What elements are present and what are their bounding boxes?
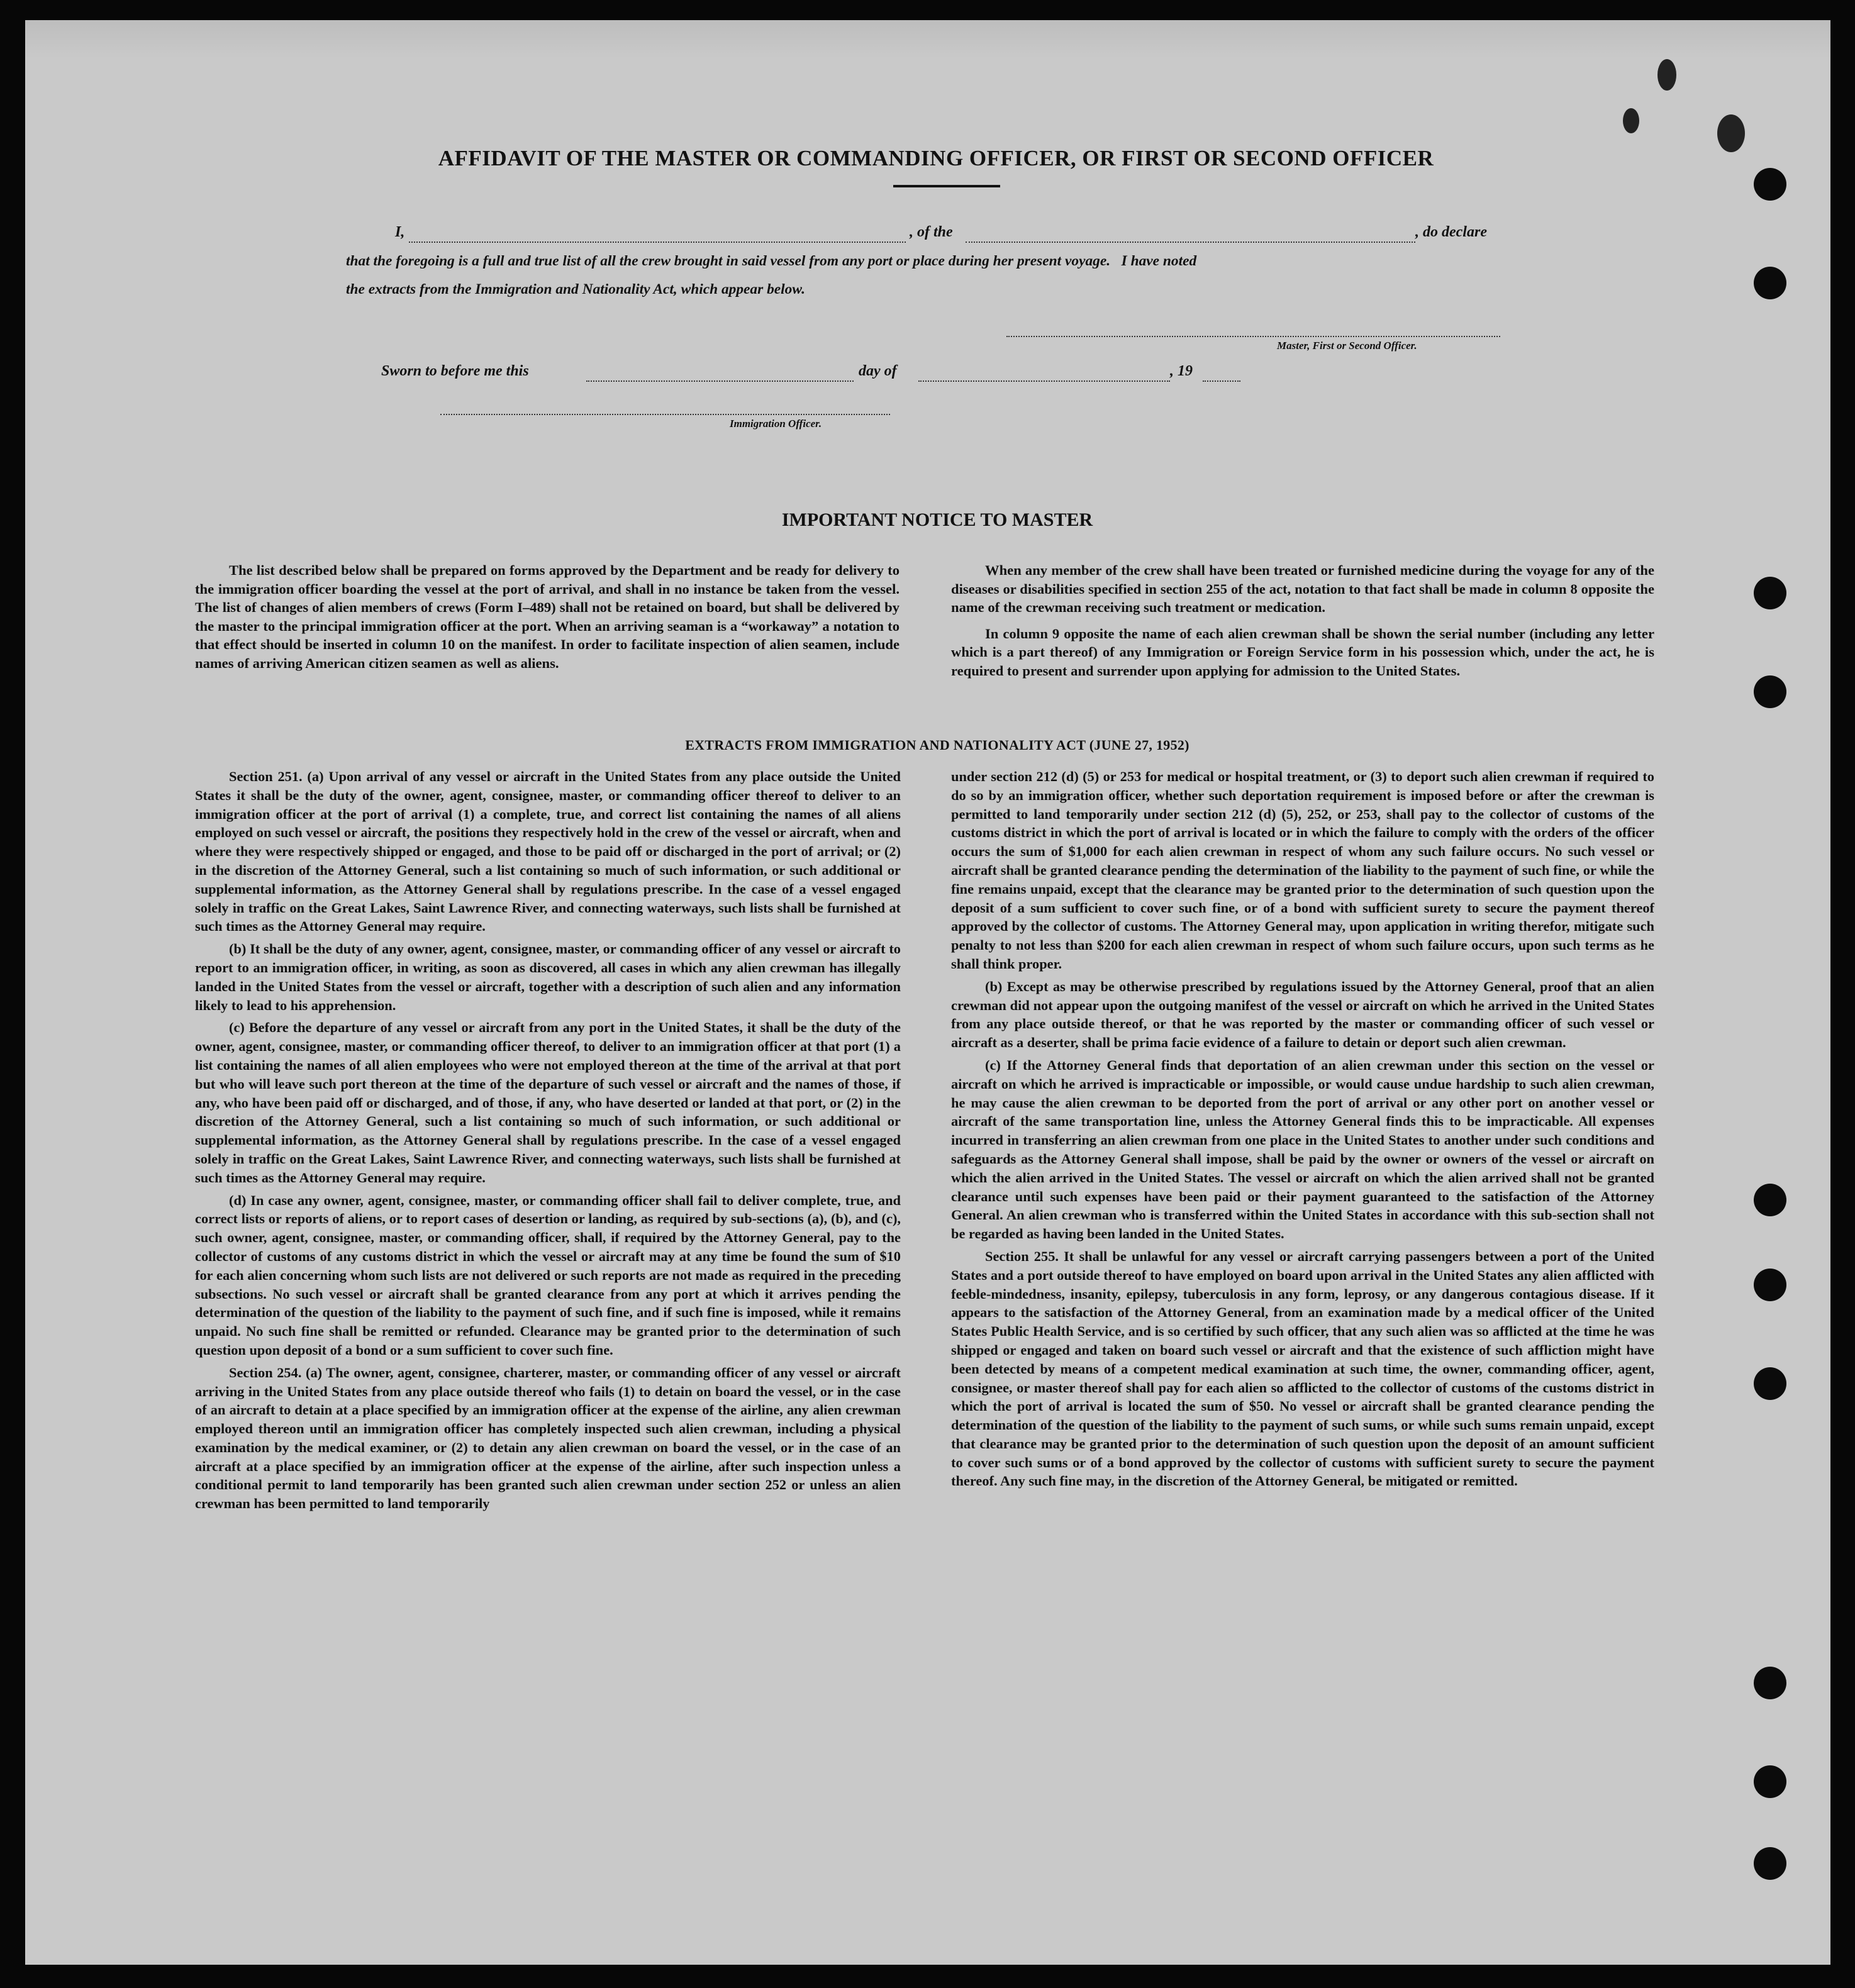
binder-hole: [1754, 1367, 1786, 1400]
officer-signature-line[interactable]: [440, 413, 890, 415]
extract-paragraph: Section 254. (a) The owner, agent, consignee, charterer, master, or commanding officer of any vessel or aircraft arriving in the United States from any place outside thereof who fails (1) to detain on board the vessel, or in the case of an aircraft to detain at a place specified by an immigration officer at the expense of the airline, any alien crewman employed thereon until an immigration officer has completely inspected such alien crewman, including a physical examination by the medical examiner, or (2) to detain any alien crewman on board the vessel, or in the case of an aircraft at a place specified by an immigration officer at the expense of the airline, after such inspection unless a conditional permit to land temporarily has been granted such alien crewman under section 252 or unless an alien crewman has been permitted to land temporarily: [195, 1364, 901, 1512]
extract-paragraph: (c) If the Attorney General finds that deportation of an alien crewman under this section on the vessel or aircraft on which he arrived is impracticable or impossible, or would cause undue hardship to such alien crewman, he may cause the alien crewman to be deported from the port of arrival or any other port on another vessel or aircraft of the same transportation line, unless the Attorney General finds this to be impracticable. All expenses incurred in transferring an alien crewman from one place in the United States to another under such conditions and safeguards as the Attorney General shall impose, shall be paid by the owner or owners of the vessel or aircraft on which the alien arrived in the United States. The vessel or aircraft on which the alien arrived shall not be granted clearance until such expenses have been paid or their payment guaranteed to the satisfaction of the Attorney General. An alien crewman who is transferred within the United States in accordance with this sub-section shall not be regarded as having been landed in the United States.: [951, 1057, 1654, 1242]
declarant-label: I,: [395, 224, 405, 240]
notice-paragraph: When any member of the crew shall have been treated or furnished medicine during the voyage for any of the diseases or disabilities specified in section 255 of the act, notation to that fact shall be made in column 8 opposite the name of the crewman receiving such treatment or medication.: [951, 562, 1654, 616]
extract-paragraph: (d) In case any owner, agent, consignee, master, or commanding officer shall fail to deliver complete, true, and correct lists or reports of aliens, or to report cases of desertion or landing, as required by sub-sections (a), (b), and (c), such owner, agent, consignee, master, or commanding officer, shall, if required by the Attorney General, pay to the collector of customs of any customs district in which the vessel or aircraft may at any time be found the sum of $10 for each alien concerning whom such lists are not delivered or such reports are not made as required in the preceding subsections. No such vessel or aircraft shall be granted clearance from any port at which it arrives pending the determination of the question of the liability to the payment of such fine, and if such fine is imposed, while it remains unpaid. No such fine shall be remitted or refunded. Clearance may be granted prior to the determination of such question upon deposit of a bond or a sum sufficient to cover such fine.: [195, 1192, 901, 1358]
binder-hole: [1754, 1765, 1786, 1798]
binder-hole: [1754, 1847, 1786, 1880]
extracts-left-column: [195, 767, 901, 1513]
binder-hole: [1754, 577, 1786, 609]
vessel-name-field[interactable]: [966, 240, 1415, 243]
sworn-label: Sworn to before me this: [381, 363, 529, 379]
sworn-year-field[interactable]: [1203, 379, 1240, 382]
affidavit-title: AFFIDAVIT OF THE MASTER OR COMMANDING OFFICER, OR FIRST OR SECOND OFFICER: [438, 146, 1434, 170]
officer-signature-label: Immigration Officer.: [730, 418, 822, 430]
extract-paragraph: under section 212 (d) (5) or 253 for medical or hospital treatment, or (3) to deport such alien crewman if required to do so by an immigration officer, whether such deportation requirement is imposed before or after the crewman is permitted to land temporarily under section 212 (d) (5), 252, or 253, shall pay to the collector of customs of the customs district in which the port of arrival is located or in which the failure to comply with the orders of the officer occurs the sum of $1,000 for each alien crewman in respect of whom any such failure occurs. No such vessel or aircraft shall be granted clearance pending the determination of the liability to the payment of such fine, or while the fine remains unpaid, except that the clearance may be granted prior to the determination of such question upon the deposit of a sum sufficient to cover such fine, or of a bond with sufficient surety to secure the payment thereof approved by the collector of customs. The Attorney General may, upon application in writing therefor, mitigate such penalty to not less than $200 for each alien crewman in respect of whom such failure occurs, upon such terms as he shall think proper.: [951, 769, 1654, 972]
notice-paragraph: In column 9 opposite the name of each alien crewman shall be shown the serial number (including any letter which is a part thereof) of any Immigration or Foreign Service form in his possession which, under the act, he is required to present and surrender upon applying for admission to the United States.: [951, 625, 1654, 679]
vessel-of-label: , of the: [910, 224, 953, 240]
extract-paragraph: (c) Before the departure of any vessel or aircraft from any port in the United States, it shall be the duty of the owner, agent, consignee, master, or commanding officer thereof, to deliver to an immigration officer at that port (1) a list containing the names of all alien employees who were not employed thereon at the time of the arrival at that port but who will leave such port thereon at the time of the departure of such vessel or aircraft and the names of those, if any, who have been paid off or discharged, and of those, if any, who have deserted or landed at that port, or (2) in the discretion of the Attorney General, such a list containing so much of such information, or such additional or supplemental information, as the Attorney General shall by regulations prescribe. In the case of a vessel engaged solely in traffic on the Great Lakes, Saint Lawrence River, and connecting waterways, such lists shall be furnished at such times as the Attorney General may require.: [195, 1019, 901, 1186]
ink-blot: [1717, 114, 1745, 152]
document-page: [25, 20, 1830, 1965]
extracts-title: EXTRACTS FROM IMMIGRATION AND NATIONALITY ACT (JUNE 27, 1952): [685, 737, 1189, 753]
binder-hole: [1754, 675, 1786, 708]
notice-paragraph: The list described below shall be prepared on forms approved by the Department and be ready for delivery to the immigration officer boarding the vessel at the port of arrival, and shall in no instance be taken from the vessel. The list of changes of alien members of crews (Form I–489) shall not be retained on board, but shall be delivered by the master to the principal immigration officer at the port. When an arriving seaman is a “workaway” a notation to that effect should be inserted in column 10 on the manifest. In order to facilitate inspection of alien seamen, include names of arriving American citizen seamen as well as aliens.: [195, 562, 900, 671]
extract-paragraph: Section 251. (a) Upon arrival of any vessel or aircraft in the United States from any place outside the United States it shall be the duty of the owner, agent, consignee, master, or commanding officer thereof to deliver to an immigration officer at the port of arrival (1) a complete, true, and correct list containing the names of all aliens employed on such vessel or aircraft, the positions they respectively hold in the crew of the vessel or aircraft, when and where they were respectively shipped or engaged, and those to be paid off or discharged in the port of arrival; or (2) in the discretion of the Attorney General, such a list containing so much of such information, or such additional or supplemental information, as the Attorney General shall by regulations prescribe. In the case of a vessel engaged solely in traffic on the Great Lakes, Saint Lawrence River, and connecting waterways, such lists shall be furnished at such times as the Attorney General may require.: [195, 769, 901, 935]
master-signature-label: Master, First or Second Officer.: [1277, 340, 1417, 352]
binder-hole: [1754, 267, 1786, 299]
year-label: , 19: [1170, 363, 1193, 379]
extracts-right-column: [951, 767, 1654, 1491]
notice-left-column: [195, 561, 900, 673]
notice-title: IMPORTANT NOTICE TO MASTER: [781, 509, 1093, 530]
sworn-month-field[interactable]: [918, 379, 1170, 382]
master-signature-line[interactable]: [1006, 335, 1500, 337]
extract-paragraph: (b) Except as may be otherwise prescribed by regulations issued by the Attorney General, proof that an alien crewman did not appear upon the outgoing manifest of the vessel or aircraft on which he arrived in the United States from any place outside thereof, or that he was reported by the master or commanding officer of such vessel or aircraft as a deserter, shall be prima facie evidence of a failure to detain or deport such alien crewman.: [951, 978, 1654, 1051]
day-of-label: day of: [859, 363, 897, 379]
ink-blot: [1623, 108, 1639, 133]
notice-right-column: [951, 561, 1654, 680]
declaration-line-1: that the foregoing is a full and true list of all the crew brought in said vessel from any port or place during her present voyage. I have noted: [346, 253, 1197, 269]
declarant-name-field[interactable]: [409, 240, 906, 243]
binder-hole: [1754, 1184, 1786, 1216]
do-declare-label: , do declare: [1415, 224, 1487, 240]
title-underline: [893, 185, 1000, 187]
binder-hole: [1754, 1269, 1786, 1301]
extract-paragraph: Section 255. It shall be unlawful for any vessel or aircraft carrying passengers between a port of the United States and a port outside thereof to have employed on board upon arrival in the United States any alien afflicted with feeble-mindedness, insanity, epilepsy, tuberculosis in any form, leprosy, or any dangerous contagious disease. If it appears to the satisfaction of the Attorney General, from an examination made by a medical officer of the United States Public Health Service, and is so certified by such officer, that any such alien was so afflicted at the time he was shipped or engaged and taken on board such vessel or aircraft and that the existence of such affliction might have been detected by means of a competent medical examination at such time, the owner, commanding officer, agent, consignee, or master thereof shall pay for each alien so afflicted to the collector of customs of the customs district in which the port of arrival is located the sum of $50. No vessel or aircraft shall be granted clearance pending the determination of the question of the liability to the payment of such sums, or while such sums remain unpaid, except that clearance may be granted prior to the determination of such question upon the deposit of an amount sufficient to cover such sums or of a bond approved by the collector of customs with sufficient surety to secure the payment thereof. Any such fine may, in the discretion of the Attorney General, be mitigated or remitted.: [951, 1248, 1654, 1489]
binder-hole: [1754, 168, 1786, 201]
declaration-line-2: the extracts from the Immigration and Nationality Act, which appear below.: [346, 281, 805, 297]
ink-blot: [1657, 59, 1676, 91]
binder-hole: [1754, 1667, 1786, 1699]
extract-paragraph: (b) It shall be the duty of any owner, agent, consignee, master, or commanding officer of any vessel or aircraft to report to an immigration officer, in writing, as soon as discovered, all cases in which any alien crewman has illegally landed in the United States from the vessel or aircraft, together with a description of such alien and any information likely to lead to his apprehension.: [195, 941, 901, 1013]
sworn-day-field[interactable]: [586, 379, 854, 382]
